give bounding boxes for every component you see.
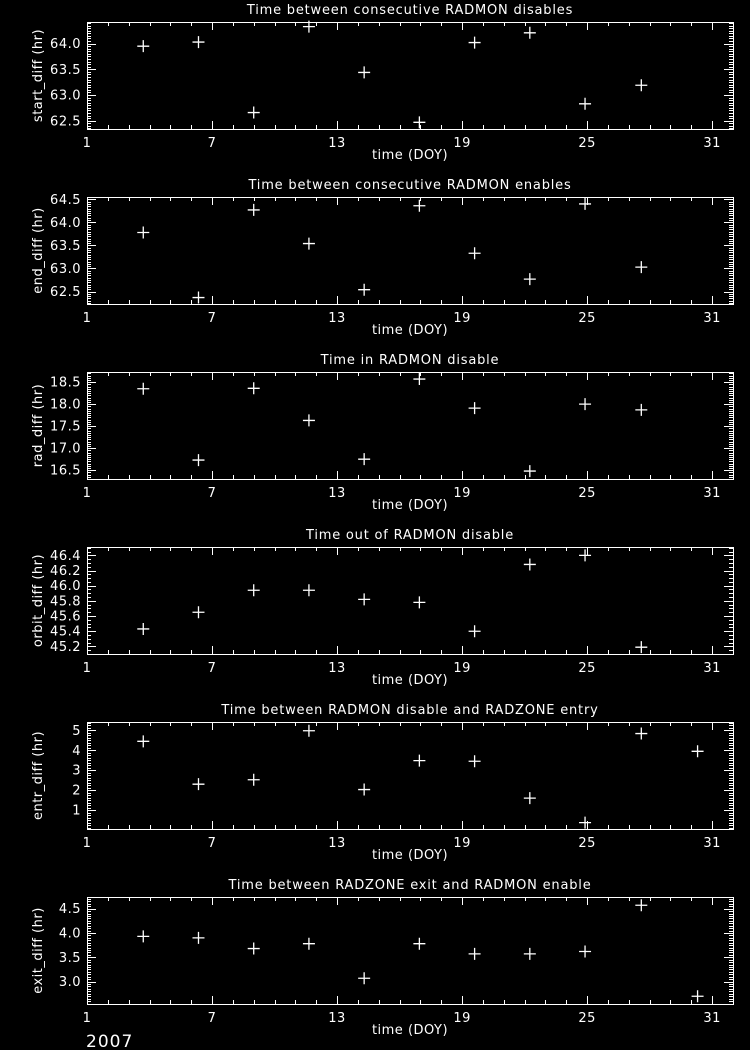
y-tick-label: 62.5 (50, 114, 81, 130)
x-tick-label: 1 (82, 311, 92, 326)
y-tick-label: 64.0 (50, 215, 81, 231)
x-tick-label: 25 (578, 311, 596, 326)
y-tick-label: 3.0 (58, 975, 81, 991)
y-tick-label: 4.5 (58, 902, 81, 918)
y-tick-label: 46.4 (50, 548, 81, 564)
y-tick-label: 1 (72, 803, 81, 819)
chart-orbit-diff (0, 525, 750, 700)
x-axis-label: time (DOY) (371, 848, 449, 863)
x-tick-label: 1 (82, 661, 92, 676)
y-tick-label: 64.0 (50, 37, 81, 53)
chart-end-diff (0, 175, 750, 350)
panel-title: Time between consecutive RADMON enables (248, 178, 572, 193)
y-tick-label: 4 (72, 743, 81, 759)
y-axis-label: exit_diff (hr) (31, 907, 46, 994)
x-tick-label: 13 (328, 661, 346, 676)
x-tick-label: 31 (703, 136, 721, 151)
y-tick-label: 5 (72, 723, 81, 739)
y-tick-label: 45.8 (50, 594, 81, 610)
year-label: 2007 (86, 1032, 134, 1050)
x-tick-label: 7 (207, 661, 217, 676)
chart-rad-diff (0, 350, 750, 525)
y-tick-label: 17.5 (50, 419, 81, 435)
y-tick-label: 64.5 (50, 192, 81, 208)
x-tick-label: 25 (578, 661, 596, 676)
x-axis-label: time (DOY) (371, 673, 449, 688)
x-axis-label: time (DOY) (371, 1023, 449, 1038)
x-tick-label: 13 (328, 836, 346, 851)
y-tick-label: 46.0 (50, 579, 81, 595)
y-tick-label: 18.0 (50, 397, 81, 413)
y-axis-label: entr_diff (hr) (31, 730, 46, 821)
x-tick-label: 1 (82, 486, 92, 501)
x-tick-label: 19 (453, 1011, 471, 1026)
y-tick-label: 45.6 (50, 609, 81, 625)
y-axis-label: rad_diff (hr) (31, 383, 46, 468)
y-tick-label: 3 (72, 763, 81, 779)
x-tick-label: 1 (82, 1011, 92, 1026)
y-tick-label: 63.0 (50, 261, 81, 277)
panel-title: Time between RADMON disable and RADZONE entry (221, 703, 599, 718)
x-tick-label: 13 (328, 1011, 346, 1026)
y-tick-label: 17.0 (50, 441, 81, 457)
x-tick-label: 25 (578, 836, 596, 851)
x-axis-label: time (DOY) (371, 323, 449, 338)
x-axis-label: time (DOY) (371, 498, 449, 513)
y-tick-label: 45.4 (50, 624, 81, 640)
y-tick-label: 63.0 (50, 88, 81, 104)
x-tick-label: 13 (328, 311, 346, 326)
x-axis-label: time (DOY) (371, 148, 449, 163)
y-tick-label: 45.2 (50, 639, 81, 655)
x-tick-label: 19 (453, 661, 471, 676)
y-tick-label: 4.0 (58, 926, 81, 942)
y-axis-label: start_diff (hr) (31, 28, 46, 123)
x-tick-label: 25 (578, 136, 596, 151)
x-tick-label: 25 (578, 486, 596, 501)
y-tick-label: 18.5 (50, 375, 81, 391)
chart-start-diff (0, 0, 750, 175)
x-tick-label: 7 (207, 311, 217, 326)
x-tick-label: 1 (82, 836, 92, 851)
x-tick-label: 31 (703, 836, 721, 851)
y-tick-label: 16.5 (50, 463, 81, 479)
panel-title: Time between consecutive RADMON disables (246, 3, 574, 18)
x-tick-label: 7 (207, 486, 217, 501)
chart-exit-diff (0, 875, 750, 1050)
x-tick-label: 31 (703, 1011, 721, 1026)
x-tick-label: 19 (453, 136, 471, 151)
x-tick-label: 19 (453, 836, 471, 851)
y-tick-label: 63.5 (50, 238, 81, 254)
x-tick-label: 1 (82, 136, 92, 151)
x-tick-label: 7 (207, 1011, 217, 1026)
y-tick-label: 46.2 (50, 564, 81, 580)
x-tick-label: 25 (578, 1011, 596, 1026)
panel-title: Time between RADZONE exit and RADMON enable (228, 878, 592, 893)
x-tick-label: 7 (207, 136, 217, 151)
x-tick-label: 19 (453, 311, 471, 326)
y-axis-label: orbit_diff (hr) (31, 553, 46, 648)
panel-title: Time out of RADMON disable (305, 528, 515, 543)
chart-entr-diff (0, 700, 750, 875)
x-tick-label: 31 (703, 311, 721, 326)
y-tick-label: 62.5 (50, 285, 81, 301)
x-tick-label: 31 (703, 661, 721, 676)
x-tick-label: 13 (328, 136, 346, 151)
y-tick-label: 2 (72, 783, 81, 799)
x-tick-label: 7 (207, 836, 217, 851)
y-axis-label: end_diff (hr) (31, 207, 46, 294)
x-tick-label: 31 (703, 486, 721, 501)
y-tick-label: 3.5 (58, 950, 81, 966)
y-tick-label: 63.5 (50, 62, 81, 78)
panel-title: Time in RADMON disable (320, 353, 500, 368)
x-tick-label: 13 (328, 486, 346, 501)
x-tick-label: 19 (453, 486, 471, 501)
